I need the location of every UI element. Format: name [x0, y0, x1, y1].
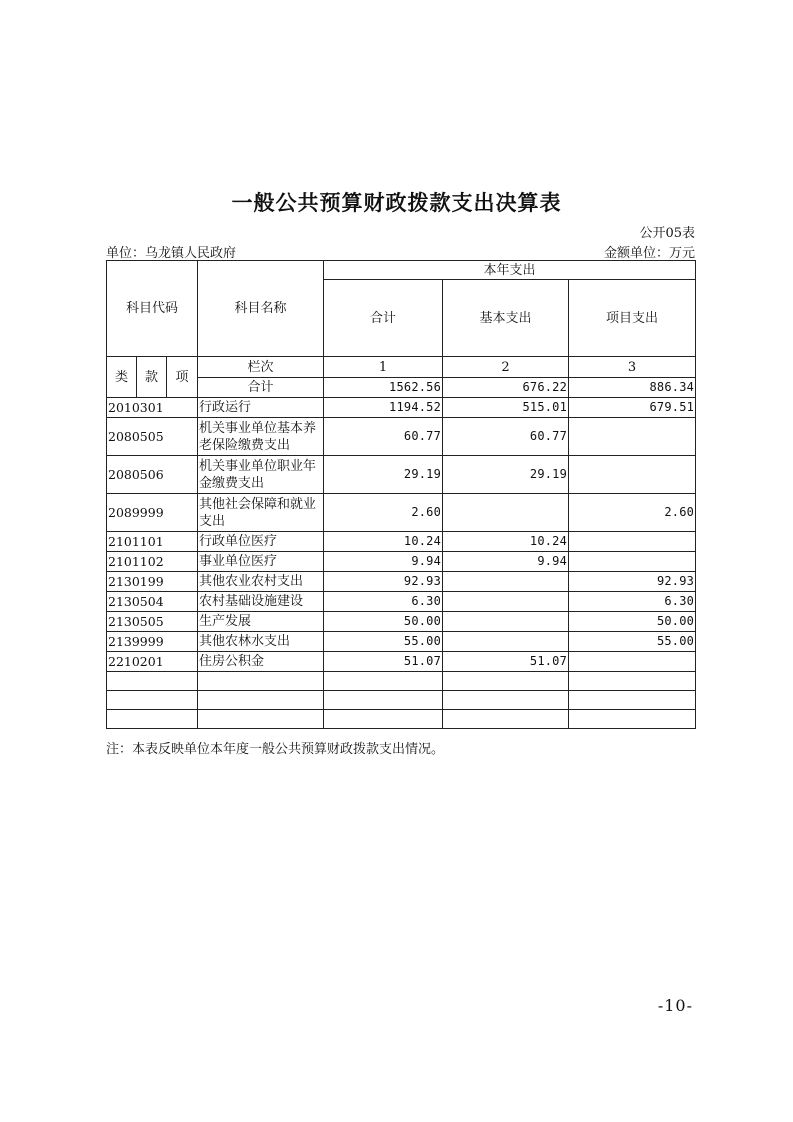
header-code: 科目代码 — [107, 261, 198, 357]
row-project — [569, 532, 696, 552]
row-total: 9.94 — [324, 552, 443, 572]
table-row — [107, 398, 696, 418]
summary-basic: 676.22 — [443, 378, 569, 398]
table-row — [107, 456, 696, 494]
row-basic: 515.01 — [443, 398, 569, 418]
header-total: 合计 — [324, 280, 443, 357]
row-name: 生产发展 — [198, 612, 324, 632]
row-name: 其他农林水支出 — [198, 632, 324, 652]
table-row — [107, 418, 696, 456]
col-index-3: 3 — [569, 357, 696, 378]
table-row — [107, 552, 696, 572]
table-row — [107, 652, 696, 672]
row-project — [569, 552, 696, 572]
table-row — [107, 532, 696, 552]
header-kuan: 款 — [137, 357, 167, 398]
money-unit-label: 金额单位：万元 — [603, 246, 695, 261]
row-code: 2130505 — [107, 612, 198, 632]
table-row — [107, 572, 696, 592]
row-code: 2080505 — [107, 418, 198, 456]
row-code: 2101101 — [107, 532, 198, 552]
row-basic — [443, 632, 569, 652]
empty-row — [107, 672, 696, 691]
row-total: 2.60 — [324, 494, 443, 532]
header-group: 本年支出 — [324, 261, 696, 280]
row-basic — [443, 494, 569, 532]
empty-cell — [198, 672, 324, 691]
row-total: 29.19 — [324, 456, 443, 494]
form-number: 公开05表 — [639, 226, 695, 241]
row-project: 55.00 — [569, 632, 696, 652]
row-basic: 10.24 — [443, 532, 569, 552]
empty-cell — [107, 710, 198, 729]
header-name: 科目名称 — [198, 261, 324, 357]
row-name: 机关事业单位基本养老保险缴费支出 — [198, 418, 324, 456]
row-project — [569, 456, 696, 494]
col-index-1: 1 — [324, 357, 443, 378]
row-name: 行政运行 — [198, 398, 324, 418]
empty-cell — [107, 691, 198, 710]
row-name: 行政单位医疗 — [198, 532, 324, 552]
row-basic: 60.77 — [443, 418, 569, 456]
col-index-2: 2 — [443, 357, 569, 378]
row-total: 6.30 — [324, 592, 443, 612]
expenditure-table — [106, 260, 696, 729]
empty-row — [107, 710, 696, 729]
row-name: 事业单位医疗 — [198, 552, 324, 572]
row-name: 其他农业农村支出 — [198, 572, 324, 592]
row-code: 2010301 — [107, 398, 198, 418]
row-name: 农村基础设施建设 — [198, 592, 324, 612]
unit-label: 单位：乌龙镇人民政府 — [106, 246, 237, 261]
header-xiang: 项 — [167, 357, 198, 398]
row-basic — [443, 572, 569, 592]
row-basic: 51.07 — [443, 652, 569, 672]
row-total: 92.93 — [324, 572, 443, 592]
row-code: 2139999 — [107, 632, 198, 652]
row-project: 6.30 — [569, 592, 696, 612]
row-total: 51.07 — [324, 652, 443, 672]
row-code: 2130504 — [107, 592, 198, 612]
header-basic: 基本支出 — [443, 280, 569, 357]
header-lanci: 栏次 — [198, 357, 324, 378]
empty-cell — [569, 691, 696, 710]
row-code: 2130199 — [107, 572, 198, 592]
empty-cell — [443, 710, 569, 729]
row-code: 2101102 — [107, 552, 198, 572]
empty-cell — [443, 672, 569, 691]
row-project: 2.60 — [569, 494, 696, 532]
row-project: 679.51 — [569, 398, 696, 418]
empty-cell — [198, 710, 324, 729]
page-number: -10- — [657, 996, 693, 1015]
summary-project: 886.34 — [569, 378, 696, 398]
row-basic — [443, 592, 569, 612]
row-name: 住房公积金 — [198, 652, 324, 672]
empty-cell — [569, 672, 696, 691]
footnote: 注：本表反映单位本年度一般公共预算财政拨款支出情况。 — [106, 742, 445, 757]
row-basic: 9.94 — [443, 552, 569, 572]
row-total: 10.24 — [324, 532, 443, 552]
table-row — [107, 632, 696, 652]
page-title: 一般公共预算财政拨款支出决算表 — [231, 191, 562, 215]
empty-cell — [324, 710, 443, 729]
row-total: 60.77 — [324, 418, 443, 456]
header-project: 项目支出 — [569, 280, 696, 357]
empty-cell — [324, 691, 443, 710]
row-basic — [443, 612, 569, 632]
summary-label: 合计 — [198, 378, 324, 398]
table-row — [107, 592, 696, 612]
table-row — [107, 494, 696, 532]
row-basic: 29.19 — [443, 456, 569, 494]
row-project — [569, 418, 696, 456]
empty-cell — [324, 672, 443, 691]
summary-total: 1562.56 — [324, 378, 443, 398]
row-project: 50.00 — [569, 612, 696, 632]
table-row — [107, 612, 696, 632]
empty-cell — [198, 691, 324, 710]
row-code: 2080506 — [107, 456, 198, 494]
row-name: 其他社会保障和就业支出 — [198, 494, 324, 532]
row-name: 机关事业单位职业年金缴费支出 — [198, 456, 324, 494]
empty-cell — [107, 672, 198, 691]
empty-row — [107, 691, 696, 710]
row-code: 2210201 — [107, 652, 198, 672]
empty-cell — [443, 691, 569, 710]
row-project: 92.93 — [569, 572, 696, 592]
row-total: 50.00 — [324, 612, 443, 632]
header-lei: 类 — [107, 357, 137, 398]
row-total: 1194.52 — [324, 398, 443, 418]
row-code: 2089999 — [107, 494, 198, 532]
empty-cell — [569, 710, 696, 729]
row-total: 55.00 — [324, 632, 443, 652]
row-project — [569, 652, 696, 672]
